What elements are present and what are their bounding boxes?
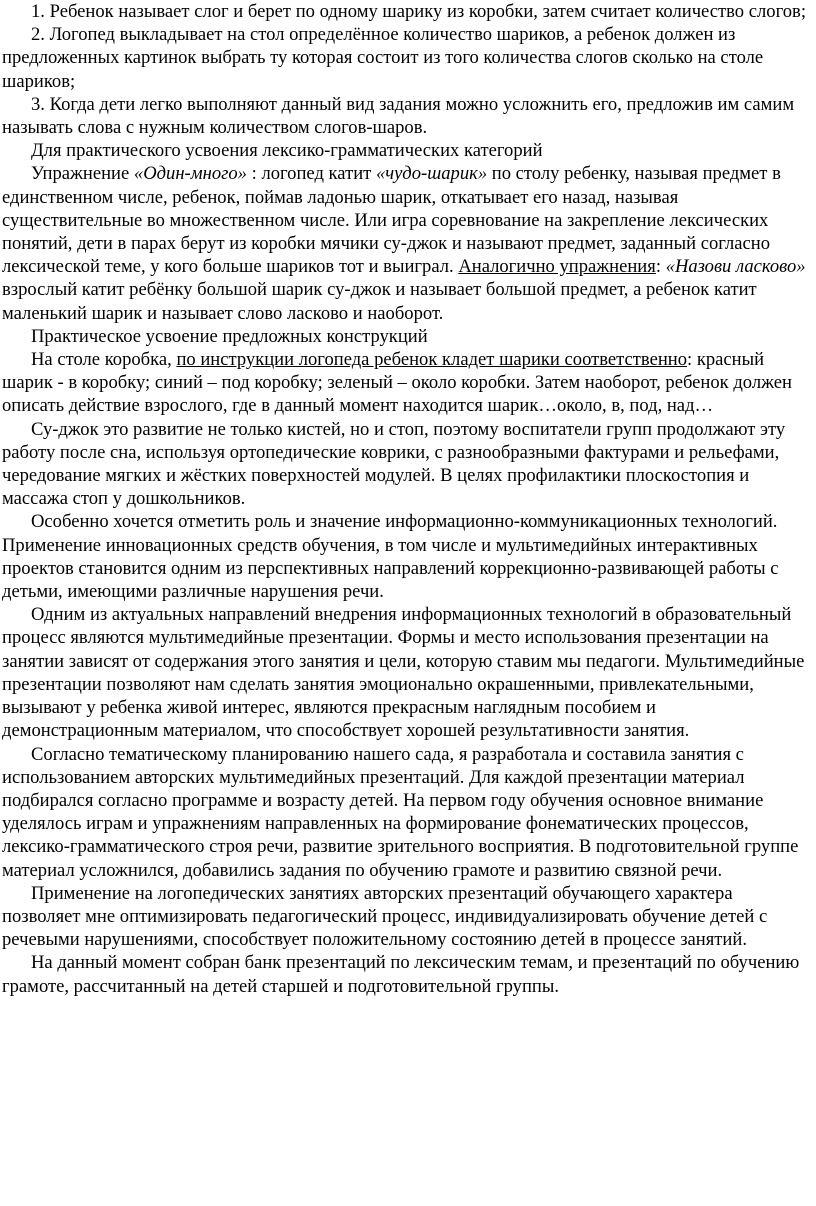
miracle-ball-term: «чудо-шарик» — [375, 163, 488, 185]
paragraph-author-presentations: Применение на логопедических занятиях авторских презентаций обучающего характера позволяет мне оптимизировать педагогический процесс, индивидуализировать обучение детей с речевыми нарушениями, способствует положительному состоянию детей в процессе занятий. — [2, 882, 768, 951]
paragraph-step-2: 2. Логопед выкладывает на стол определённое количество шариков, а ребенок должен из предложенных картинок выбрать ту которая состоит из того количества слогов сколько на столе шариков; — [2, 24, 764, 92]
underlined-instruction: по инструкции логопеда ребенок кладет шарики соответственно — [176, 349, 688, 371]
text-run: Упражнение — [31, 163, 134, 185]
paragraph-multimedia-presentations: Одним из актуальных направлений внедрения информационных технологий в образовательный процесс являются мультимедийные презентации. Формы и место использования презентации на занятии зависят от содержания этого занятия и цели, которую ставим мы педагоги. Мультимедийные презентации позволяют нам сделать занятия эмоционально окрашенными, привлекательными, вызывают у ребенка живой интерес, являются прекрасным наглядным пособием и демонстрационным материалом, что способствует хорошей результативности занятия. — [2, 604, 805, 742]
text-run: На столе коробка, — [31, 349, 177, 371]
paragraph-ict-role: Особенно хочется отметить роль и значение информационно-коммуникационных технологий. Применение инновационных средств обучения, в том числе и мультимедийных интерактивных проектов становится одним из перспективных направлений коррекционно-развивающей работы с детьми, имеющими различные нарушения речи. — [2, 511, 779, 603]
paragraph-su-jok-feet: Су-джок это развитие не только кистей, но и стоп, поэтому воспитатели групп продолжают эту работу после сна, используя ортопедические коврики, с разнообразными фактурами и рельефами, чередование мягких и жёстких поверхностей модулей. В целях профилактики плоскостопия и массажа стоп у дошкольников. — [2, 418, 786, 510]
underlined-similar-exercises: Аналогично упражнения — [458, 256, 656, 278]
exercise-title-call-kindly: «Назови ласково» — [665, 256, 806, 278]
paragraph-presentation-bank: На данный момент собран банк презентаций по лексическим темам, и презентаций по обучению грамоте, рассчитанный на детей старшей и подготовительной группы. — [2, 952, 800, 997]
text-run: по столу ребенку, называя предмет в единственном числе, ребенок, поймав ладонью шарик, откатывает его назад, называя существительные во множественном числе. Или игра соревнование на закрепление лексических понятий, дети в парах берут из коробки мячики су-джок и называют предмет, заданный согласно лексической теме, у кого больше шариков тот и выиграл. — [2, 163, 781, 278]
exercise-title-one-many: «Один-много» — [133, 163, 247, 185]
text-run: : красный шарик - в коробку; синий – под коробку; зеленый – около коробки. Затем наоборот, ребенок должен описать действие взрослого, где в данный момент находится шарик…около, в, под, над… — [2, 349, 792, 417]
text-run: : логопед катит — [246, 163, 376, 185]
paragraph-prepositional-heading: Практическое усвоение предложных конструкций — [31, 325, 428, 347]
text-run: взрослый катит ребёнку большой шарик су-джок и называет большой предмет, а ребенок катит маленький шарик и называет слово ласково и наоборот. — [2, 279, 757, 324]
paragraph-step-3: 3. Когда дети легко выполняют данный вид задания можно усложнить его, предложив им самим называть слова с нужным количеством слогов-шаров. — [2, 93, 795, 139]
text-run: : — [655, 256, 666, 278]
paragraph-step-1: 1. Ребенок называет слог и берет по одному шарику из коробки, затем считает количество слогов; — [31, 1, 806, 22]
paragraph-thematic-planning: Согласно тематическому планированию нашего сада, я разработала и составила занятия с использованием авторских мультимедийных презентаций. Для каждой презентации материал подбирался согласно программе и возрасту детей. На первом году обучения основное внимание уделялось играм и упражнениям направленных на формирование фонематических процессов, лексико-грамматического строя речи, развитие зрительного восприятия. В подготовительной группе материал усложнился, добавились задания по обучению грамоте и развитию связной речи. — [2, 743, 799, 881]
paragraph-box-exercise — [2, 348, 810, 418]
paragraph-exercise-one-many — [2, 162, 810, 324]
paragraph-lexical-heading: Для практического усвоения лексико-грамматических категорий — [31, 140, 543, 162]
